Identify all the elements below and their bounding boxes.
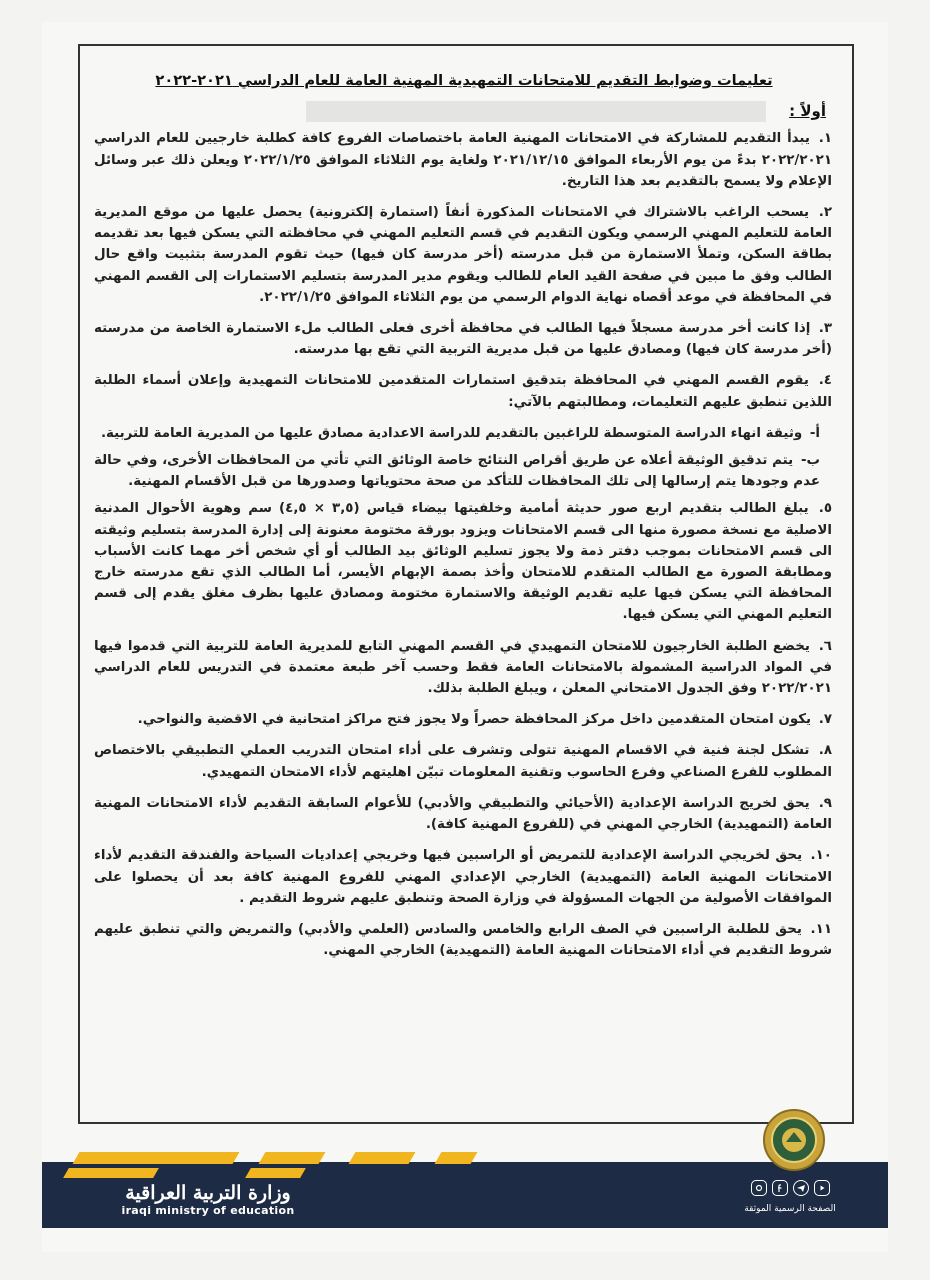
sub-instruction-item — [94, 423, 820, 444]
item-text: يحق لخريجي الدراسة الإعدادية للتمريض أو الراسبين فيها وخريجي إعداديات السياحة والفندقة التقديم لأداء الامتحانات المهنية العامة (التمهيدية) الخارجي الإعدادي المهني للفروع المهنية كافة بعد أن يحصلوا على الموافقات الأصولية من الجهات المسؤولة في وزارة الصحة وتنطبق عليهم شروط التقديم . — [94, 848, 832, 906]
social-links — [740, 1180, 840, 1200]
item-number: ب- — [800, 453, 820, 469]
instruction-item — [94, 709, 832, 730]
item-text: يحق لخريج الدراسة الإعدادية (الأحيائي والتطبيقي والأدبي) للأعوام السابقة التقديم لأداء الامتحانات المهنية العامة (التمهيدية) الخارجي المهني في (للفروع المهنية كافة). — [94, 795, 832, 833]
section-heading: أولاً : — [88, 101, 826, 122]
gold-stripe — [349, 1152, 416, 1164]
item-number: ١١. — [810, 921, 832, 937]
item-text: يسحب الراغب بالاشتراك في الامتحانات المذكورة أنفاً (استمارة إلكترونية) يحصل عليها من موقع المديرية العامة للتعليم المهني الرسمي ويكون التقديم في قسم التعليم المهني في محافظته التي يسكن فيها بعد تقديمه بطاقة السكن، وتملأ الاستمارة من قبل مدرسته (أخر مدرسة كان فيها) حيث تقوم المدرسة بتثبيت واقع حال الطالب وفق ما مبين في صفحة القيد العام للطالب ويقوم مدير المدرسة بتسليم الاستمارات إلى القسم المهني في المحافظة في موعد أقصاه نهاية الدوام الرسمي من يوم الثلاثاء الموافق ٢٠٢٢/١/٢٥. — [94, 205, 832, 305]
gold-stripe — [435, 1152, 478, 1164]
item-number: ٤. — [818, 373, 832, 389]
gold-stripe — [73, 1152, 240, 1164]
instruction-item — [94, 845, 832, 909]
item-number: ٧. — [818, 712, 832, 728]
instagram-icon[interactable] — [751, 1180, 767, 1196]
item-text: يخضع الطلبة الخارجيون للامتحان التمهيدي في القسم المهني التابع للمديرية العامة للتربية التي قدموا فيها في المواد الدراسية المشمولة بالامتحانات العامة فقط وحسب آخر طبعة معتمدة في التدريس للعام الدراسي ٢٠٢٢/٢٠٢١ وفق الجدول الامتحاني المعلن ، ويبلغ الطلبة بذلك. — [94, 638, 832, 697]
item-number: أ- — [809, 425, 820, 441]
item-number: ٩. — [818, 795, 832, 811]
instruction-item — [94, 919, 832, 961]
item-number: ٦. — [818, 638, 832, 654]
sub-instruction-list — [88, 423, 840, 493]
instruction-item — [94, 370, 832, 412]
ministry-emblem-icon — [762, 1108, 826, 1172]
gold-stripe — [63, 1168, 159, 1178]
instruction-item — [94, 636, 832, 700]
item-number: ١. — [818, 131, 832, 147]
document-title: تعليمات وضوابط التقديم للامتحانات التمهيدية المهنية العامة للعام الدراسي ٢٠٢١-٢٠٢٢ — [155, 72, 773, 89]
sub-instruction-item — [94, 450, 820, 492]
item-number: ٢. — [818, 205, 832, 221]
instruction-item — [94, 498, 832, 625]
document-body — [88, 62, 840, 971]
gold-stripe — [259, 1152, 326, 1164]
facebook-icon[interactable] — [772, 1180, 788, 1196]
item-text: يحق للطلبة الراسبين في الصف الرابع والخامس والسادس (العلمي والأدبي) والتمريض والتي تنطبق عليهم شروط التقديم في أداء الامتحانات المهنية العامة (التمهيدية) الخارجي المهني. — [94, 921, 832, 959]
item-number: ٥. — [818, 501, 833, 517]
instruction-item — [94, 740, 832, 782]
item-text: تشكل لجنة فنية في الاقسام المهنية تتولى وتشرف على أداء امتحان التدريب العملي التطبيقي بالاختصاص المطلوب للفرع الصناعي وفرع الحاسوب وتقنية المعلومات تبيّن اهليتهم لأداء الامتحان التمهيدي. — [94, 743, 832, 780]
item-text: يبدأ التقديم للمشاركة في الامتحانات المهنية العامة باختصاصات الفروع كافة كطلبة خارجيين للعام الدراسي ٢٠٢٢/٢٠٢١ بدءً من يوم الأربعاء الموافق ٢٠٢١/١٢/١٥ ولغاية يوم الثلاثاء الموافق ٢٠٢٢/١/٢٥ ويعلن ذلك عبر وسائل الإعلام ولا يسمح بالتقديم بعد هذا التاريخ. — [94, 131, 833, 189]
item-number: ٣. — [818, 321, 832, 337]
instruction-item — [94, 793, 832, 835]
instruction-item — [94, 128, 832, 192]
item-text: يكون امتحان المتقدمين داخل مركز المحافظة حصراً ولا يجوز فتح مراكز امتحانية في الاقضية والنواحي. — [137, 712, 812, 728]
telegram-icon[interactable] — [793, 1180, 809, 1196]
item-text: وثيقة انهاء الدراسة المتوسطة للراغبين بالتقديم للدراسة الاعدادية مصادق عليها من المديرية العامة للتربية. — [100, 425, 803, 441]
item-number: ٨. — [818, 743, 832, 759]
gold-stripe — [245, 1168, 306, 1178]
item-text: يبلغ الطالب بتقديم اربع صور حديثة أمامية وخلفيتها بيضاء قياس (٣,٥ × ٤,٥) سم وهوية الأحوال المدنية الاصلية مع نسخة مصورة منها الى قسم الامتحانات ويزود بورقة مختومة معنونة إلى إدارة المدرسة بتسليم وثيقته الى قسم الامتحانات بموجب دفتر ذمة ولا يجوز تسليم الوثائق بيد الطالب أو أي شخص أخر مهما كانت الأسباب ومطابقة الصورة مع الطالب المتقدم للامتحان وأخذ بصمة الإبهام الأيسر، أما الطالب الذي تقع مدرسته خارج المحافظة التي يسكن فيها عليه تقديم الوثيقة والاستمارة مختومة ومصادق عليها بظرف مغلق يقدم إلى قسم التعليم المهني التي يسكن فيها. — [94, 501, 832, 623]
item-text: إذا كانت أخر مدرسة مسجلاً فيها الطالب في محافظة أخرى فعلى الطالب ملء الاستمارة الخاصة من مدرسته (أخر مدرسة كان فيها) ومصادق عليها من قبل مديرية التربية التي تقع بها مدرسته. — [94, 321, 832, 358]
item-text: يتم تدقيق الوثيقة أعلاه عن طريق أقراص النتائج خاصة الوثائق التي تأتي من المحافظات الأخرى، وفي حالة عدم وجودها يتم إرسالها إلى تلك المحافظات للتأكد من صحة محتوياتها وصدورها من قبل الأقسام المهنية. — [94, 453, 820, 490]
youtube-icon[interactable] — [814, 1180, 830, 1196]
official-page-label: الصفحة الرسمية الموثقة — [744, 1204, 836, 1214]
ministry-name-english: iraqi ministry of education — [121, 1204, 295, 1217]
item-number: ١٠. — [810, 848, 832, 864]
instruction-item — [94, 202, 832, 308]
instruction-item — [94, 318, 832, 360]
instruction-list-continued — [88, 498, 840, 961]
ministry-name-arabic: وزارة التربية العراقية — [125, 1182, 291, 1204]
instruction-list — [88, 128, 840, 412]
item-text: يقوم القسم المهني في المحافظة بتدقيق استمارات المتقدمين للامتحانات التمهيدية وإعلان أسماء الطلبة اللذين تنطبق عليهم التعليمات، ومطالبتهم بالآتي: — [94, 373, 832, 410]
